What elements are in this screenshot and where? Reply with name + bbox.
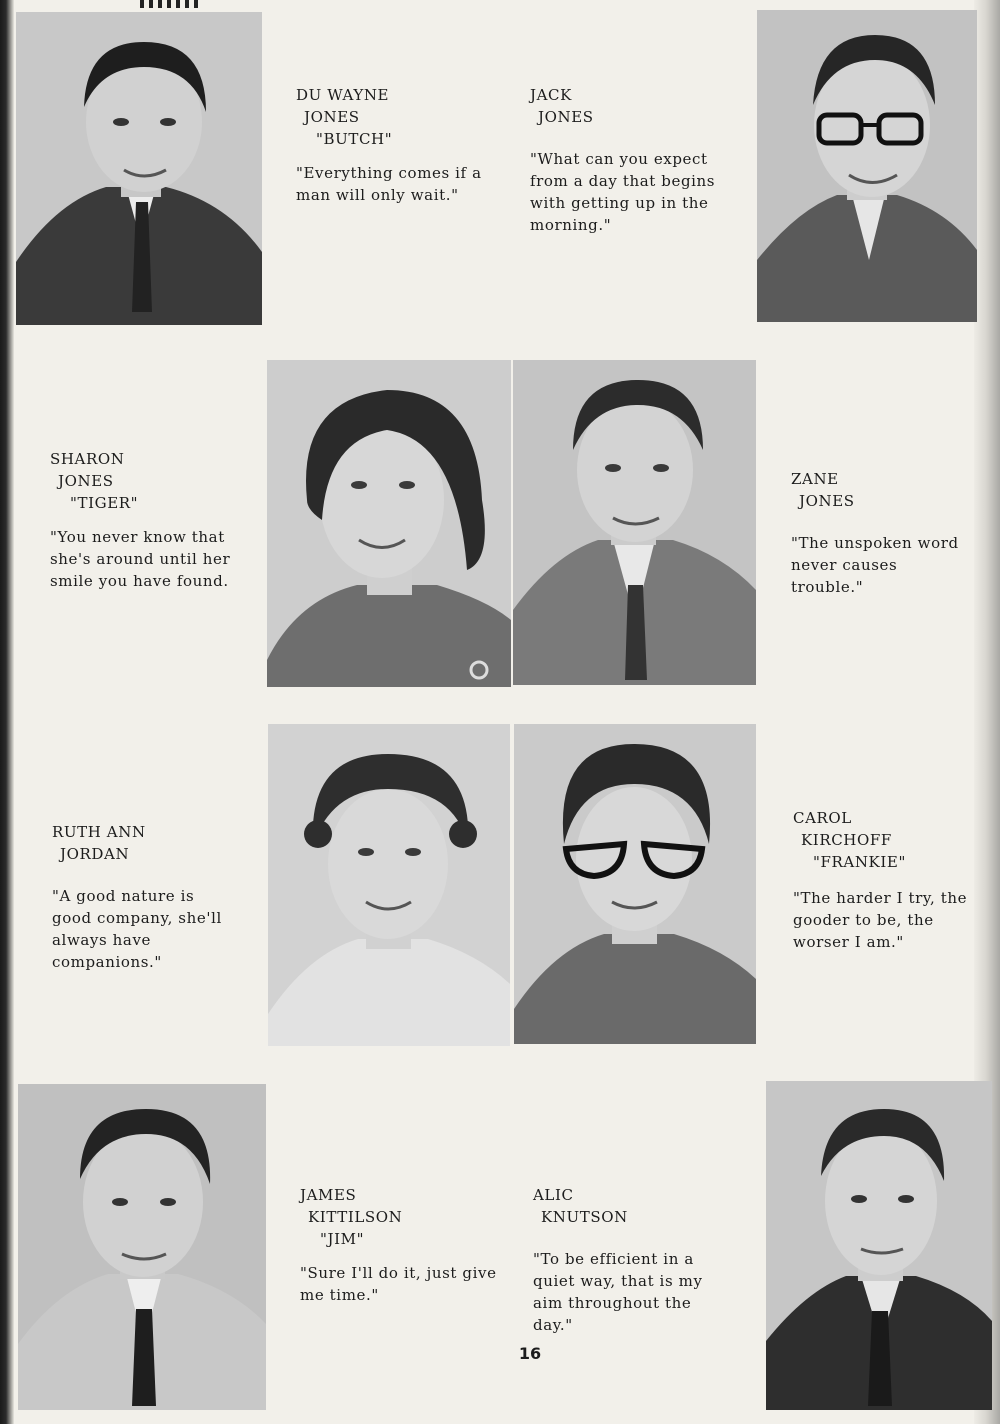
student-entry-zane-jones <box>791 468 971 598</box>
student-nickname: "TIGER" <box>70 494 139 512</box>
student-last-name: KNUTSON <box>541 1208 628 1226</box>
student-entry-ruthann-jordan <box>52 821 238 973</box>
student-last-name: JONES <box>304 108 360 126</box>
student-first-name: JACK <box>530 86 572 104</box>
student-first-name: ALIC <box>533 1186 574 1204</box>
student-first-name: JAMES <box>300 1186 357 1204</box>
student-last-name: JONES <box>58 472 114 490</box>
portrait-photo-duwayne-jones <box>16 12 262 325</box>
student-entry-james-kittilson <box>300 1184 500 1306</box>
portrait-photo-ruthann-jordan <box>268 724 510 1046</box>
student-last-name: JORDAN <box>60 845 130 863</box>
student-entry-carol-kirchoff <box>793 807 973 953</box>
portrait-photo-carol-kirchoff <box>514 724 756 1044</box>
student-first-name: SHARON <box>50 450 125 468</box>
student-last-name: JONES <box>799 492 855 510</box>
student-entry-jack-jones <box>530 84 728 236</box>
student-nickname: "JIM" <box>320 1230 365 1248</box>
portrait-photo-zane-jones <box>513 360 756 685</box>
student-entry-sharon-jones <box>50 448 236 592</box>
student-quote: "Sure I'll do it, just give me time." <box>300 1264 497 1304</box>
student-nickname: "FRANKIE" <box>813 853 906 871</box>
page-number: 16 <box>518 1344 542 1363</box>
student-quote: "You never know that she's around until her smile you have found. <box>50 528 231 590</box>
student-last-name: KITTILSON <box>308 1208 403 1226</box>
student-entry-duwayne-jones <box>296 84 496 206</box>
binding-edge <box>0 0 14 1424</box>
student-first-name: CAROL <box>793 809 852 827</box>
student-quote: "To be efficient in a quiet way, that is my aim throughout the day." <box>533 1250 703 1334</box>
student-first-name: RUTH ANN <box>52 823 146 841</box>
student-last-name: KIRCHOFF <box>801 831 892 849</box>
student-entry-alic-knutson <box>533 1184 731 1336</box>
top-margin-marks <box>140 0 200 8</box>
student-quote: "The harder I try, the gooder to be, the worser I am." <box>793 889 968 951</box>
student-quote: "What can you expect from a day that begins with getting up in the morning." <box>530 150 716 234</box>
student-last-name: JONES <box>538 108 594 126</box>
portrait-photo-alic-knutson <box>766 1081 992 1410</box>
student-first-name: DU WAYNE <box>296 86 390 104</box>
portrait-photo-james-kittilson <box>18 1084 266 1410</box>
student-nickname: "BUTCH" <box>316 130 393 148</box>
student-quote: "Everything comes if a man will only wait." <box>296 164 482 204</box>
student-quote: "A good nature is good company, she'll always have companions." <box>52 887 222 971</box>
portrait-photo-jack-jones <box>757 10 977 322</box>
portrait-photo-sharon-jones <box>267 360 511 687</box>
student-first-name: ZANE <box>791 470 839 488</box>
student-quote: "The unspoken word never causes trouble." <box>791 534 959 596</box>
